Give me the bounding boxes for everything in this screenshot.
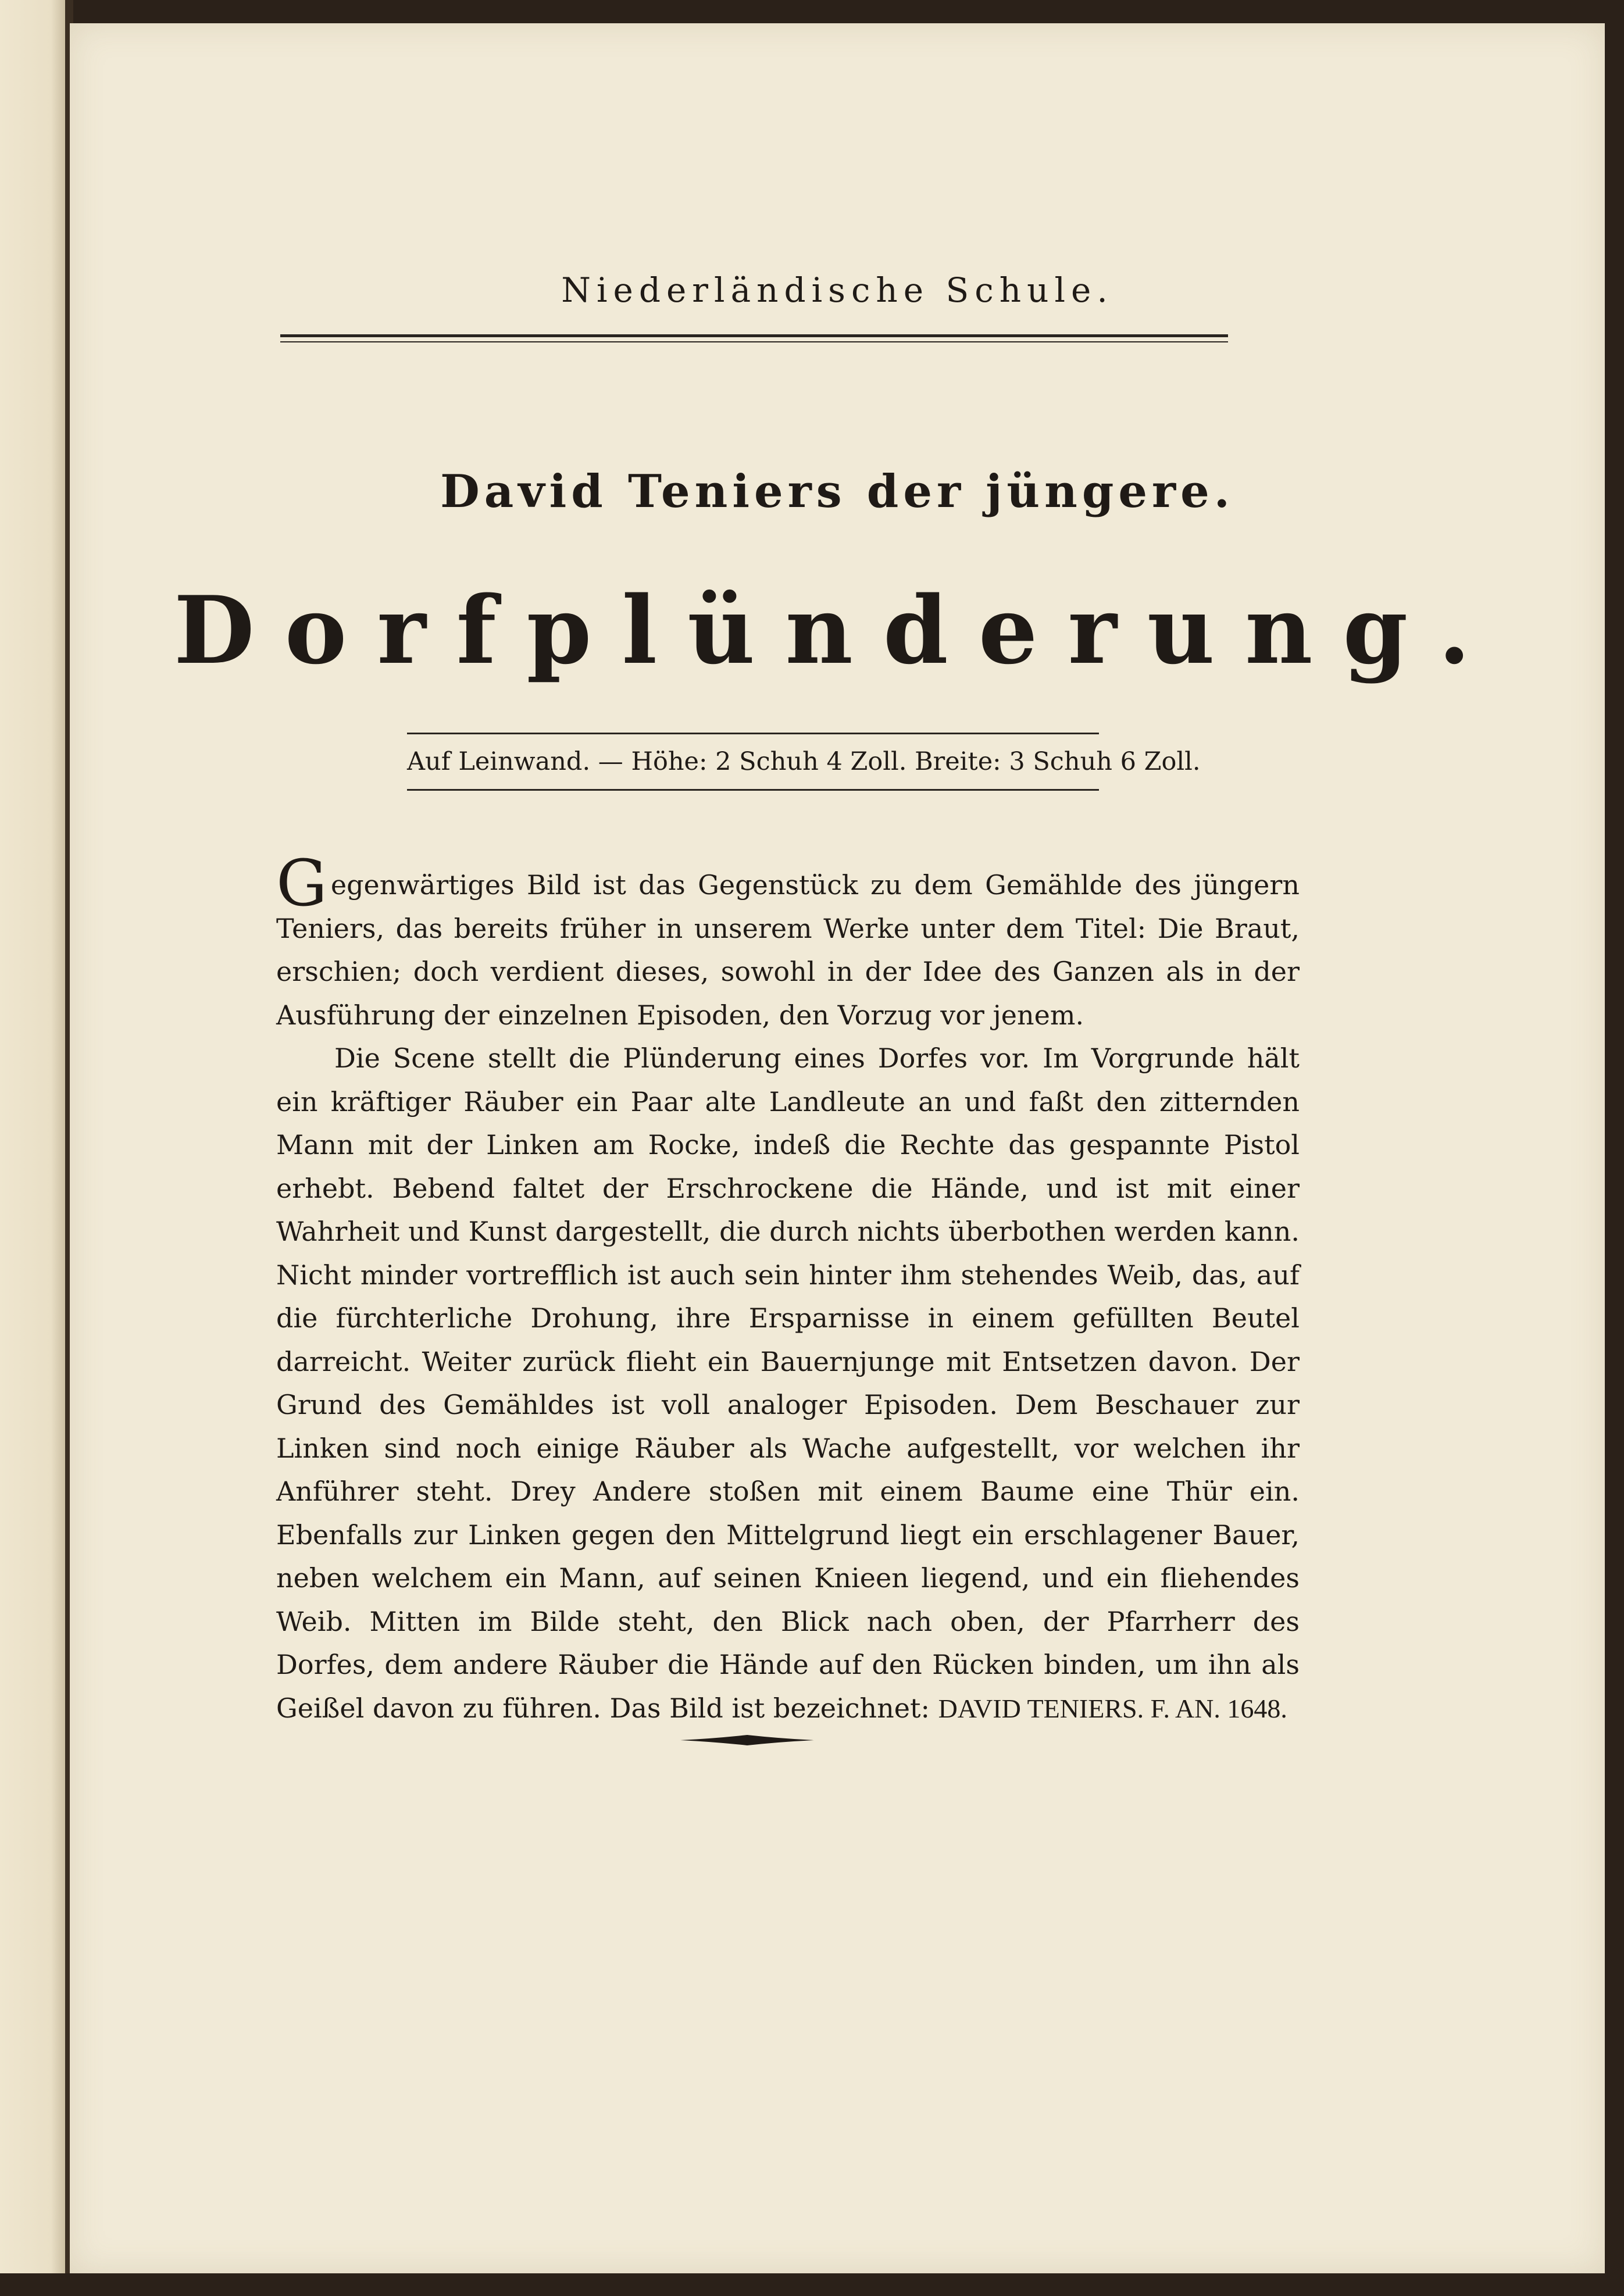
scan-bottom-border bbox=[0, 2273, 1624, 2296]
scan-right-border bbox=[1605, 0, 1624, 2296]
running-header: Niederländische Schule. bbox=[561, 270, 1113, 310]
signature-text: DAVID TENIERS. F. AN. 1648. bbox=[938, 1693, 1287, 1723]
signature-label: Das Bild ist bezeichnet: bbox=[609, 1692, 938, 1724]
book-page bbox=[70, 23, 1605, 2273]
body-text bbox=[276, 846, 1300, 1730]
dimensions-line: Auf Leinwand. — Höhe: 2 Schuh 4 Zoll. Breite: 3 Schuh 6 Zoll. bbox=[407, 733, 1099, 791]
scan-top-border bbox=[0, 0, 1624, 23]
header-rule bbox=[280, 334, 1228, 342]
paragraph-intro: Gegenwärtiges Bild ist das Gegenstück zu dem Gemählde des jüngern Teniers, das bereits früher in unserem Werke unter dem Titel: Die Braut, erschien; doch verdient dieses, sowohl in der Idee des Ganzen als in der Ausführung der einzelnen Episoden, den Vorzug vor jenem. bbox=[276, 846, 1300, 1031]
closing-ornament bbox=[680, 1733, 814, 1748]
page-title: Dorfplünderung. bbox=[173, 576, 1501, 685]
description-text: Die Scene stellt die Plünderung eines Dorfes vor. Im Vorgrunde hält ein kräftiger Räuber ein Paar alte Landleute an und faßt den zitternden Mann mit der Linken am Rocke, indeß die Rechte das gespannte Pistol erhebt. Bebend faltet der Erschrockene die Hände, und ist mit einer Wahrheit und Kunst dargestellt, die durch nichts überbothen werden kann. Nicht minder vortrefflich ist auch sein hinter ihm stehendes Weib, das, auf die fürchterliche Drohung, ihre Ersparnisse in einem gefüllten Beutel darreicht. Weiter zurück flieht ein Bauernjunge mit Entsetzen davon. Der Grund des Gemähldes ist voll analoger Episoden. Dem Beschauer zur Linken sind noch einige Räuber als Wache aufgestellt, vor welchen ihr Anführer steht. Drey Andere stoßen mit einem Baume eine Thür ein. Ebenfalls zur Linken gegen den Mittelgrund liegt ein erschlagener Bauer, neben welchem ein Mann, auf seinen Knieen liegend, und ein fliehendes Weib. Mitten im Bilde steht, den Blick nach oben, der Pfarrherr des Dorfes, dem andere Räuber die Hände auf den Rücken binden, um ihn als Geißel davon zu führen. bbox=[276, 1042, 1300, 1724]
book-binding-left bbox=[0, 0, 73, 2296]
artist-name: David Teniers der jüngere. bbox=[440, 465, 1234, 518]
paragraph-description bbox=[276, 1037, 1300, 1730]
